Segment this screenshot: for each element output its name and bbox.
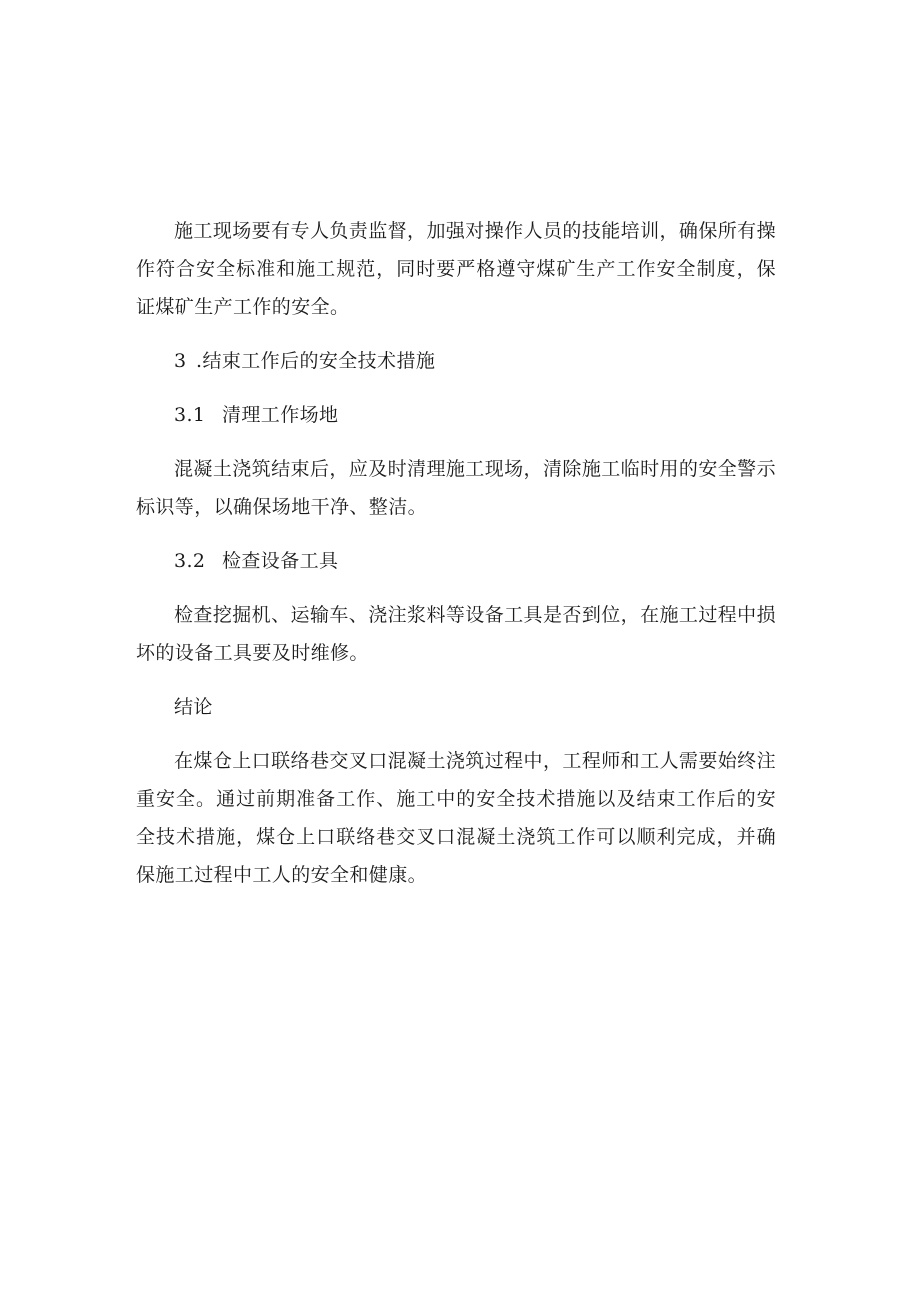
- paragraph-cleanup: 混凝土浇筑结束后，应及时清理施工现场，清除施工临时用的安全警示标识等，以确保场地干净、整洁。: [136, 458, 776, 518]
- document-body: [136, 212, 776, 894]
- section-3-title: .结束工作后的安全技术措施: [196, 350, 436, 372]
- paragraph-supervision: 施工现场要有专人负责监督，加强对操作人员的技能培训，确保所有操作符合安全标准和施工规范，同时要严格遵守煤矿生产工作安全制度，保证煤矿生产工作的安全。: [136, 220, 776, 318]
- spacer: [136, 672, 776, 688]
- section-3-2-heading: [136, 542, 776, 580]
- paragraph-equipment-check: 检查挖掘机、运输车、浇注浆料等设备工具是否到位，在施工过程中损坏的设备工具要及时维修。: [136, 604, 776, 664]
- paragraph-conclusion: 在煤仓上口联络巷交叉口混凝土浇筑过程中，工程师和工人需要始终注重安全。通过前期准备工作、施工中的安全技术措施以及结束工作后的安全技术措施，煤仓上口联络巷交叉口混凝土浇筑工作可以顺利完成，并确保施工过程中工人的安全和健康。: [136, 750, 776, 886]
- section-3-2-number: 3.2: [174, 550, 206, 572]
- conclusion-heading: 结论: [174, 696, 213, 718]
- section-3-2-title: 检查设备工具: [222, 550, 339, 572]
- section-3-1-title: 清理工作场地: [222, 404, 339, 426]
- spacer: [136, 526, 776, 542]
- section-3-1-heading: [136, 396, 776, 434]
- spacer: [136, 434, 776, 450]
- section-3-heading: [136, 342, 776, 380]
- spacer: [136, 580, 776, 596]
- section-3-number: 3: [174, 350, 187, 372]
- spacer: [136, 326, 776, 342]
- section-3-1-number: 3.1: [174, 404, 206, 426]
- spacer: [136, 726, 776, 742]
- spacer: [136, 380, 776, 396]
